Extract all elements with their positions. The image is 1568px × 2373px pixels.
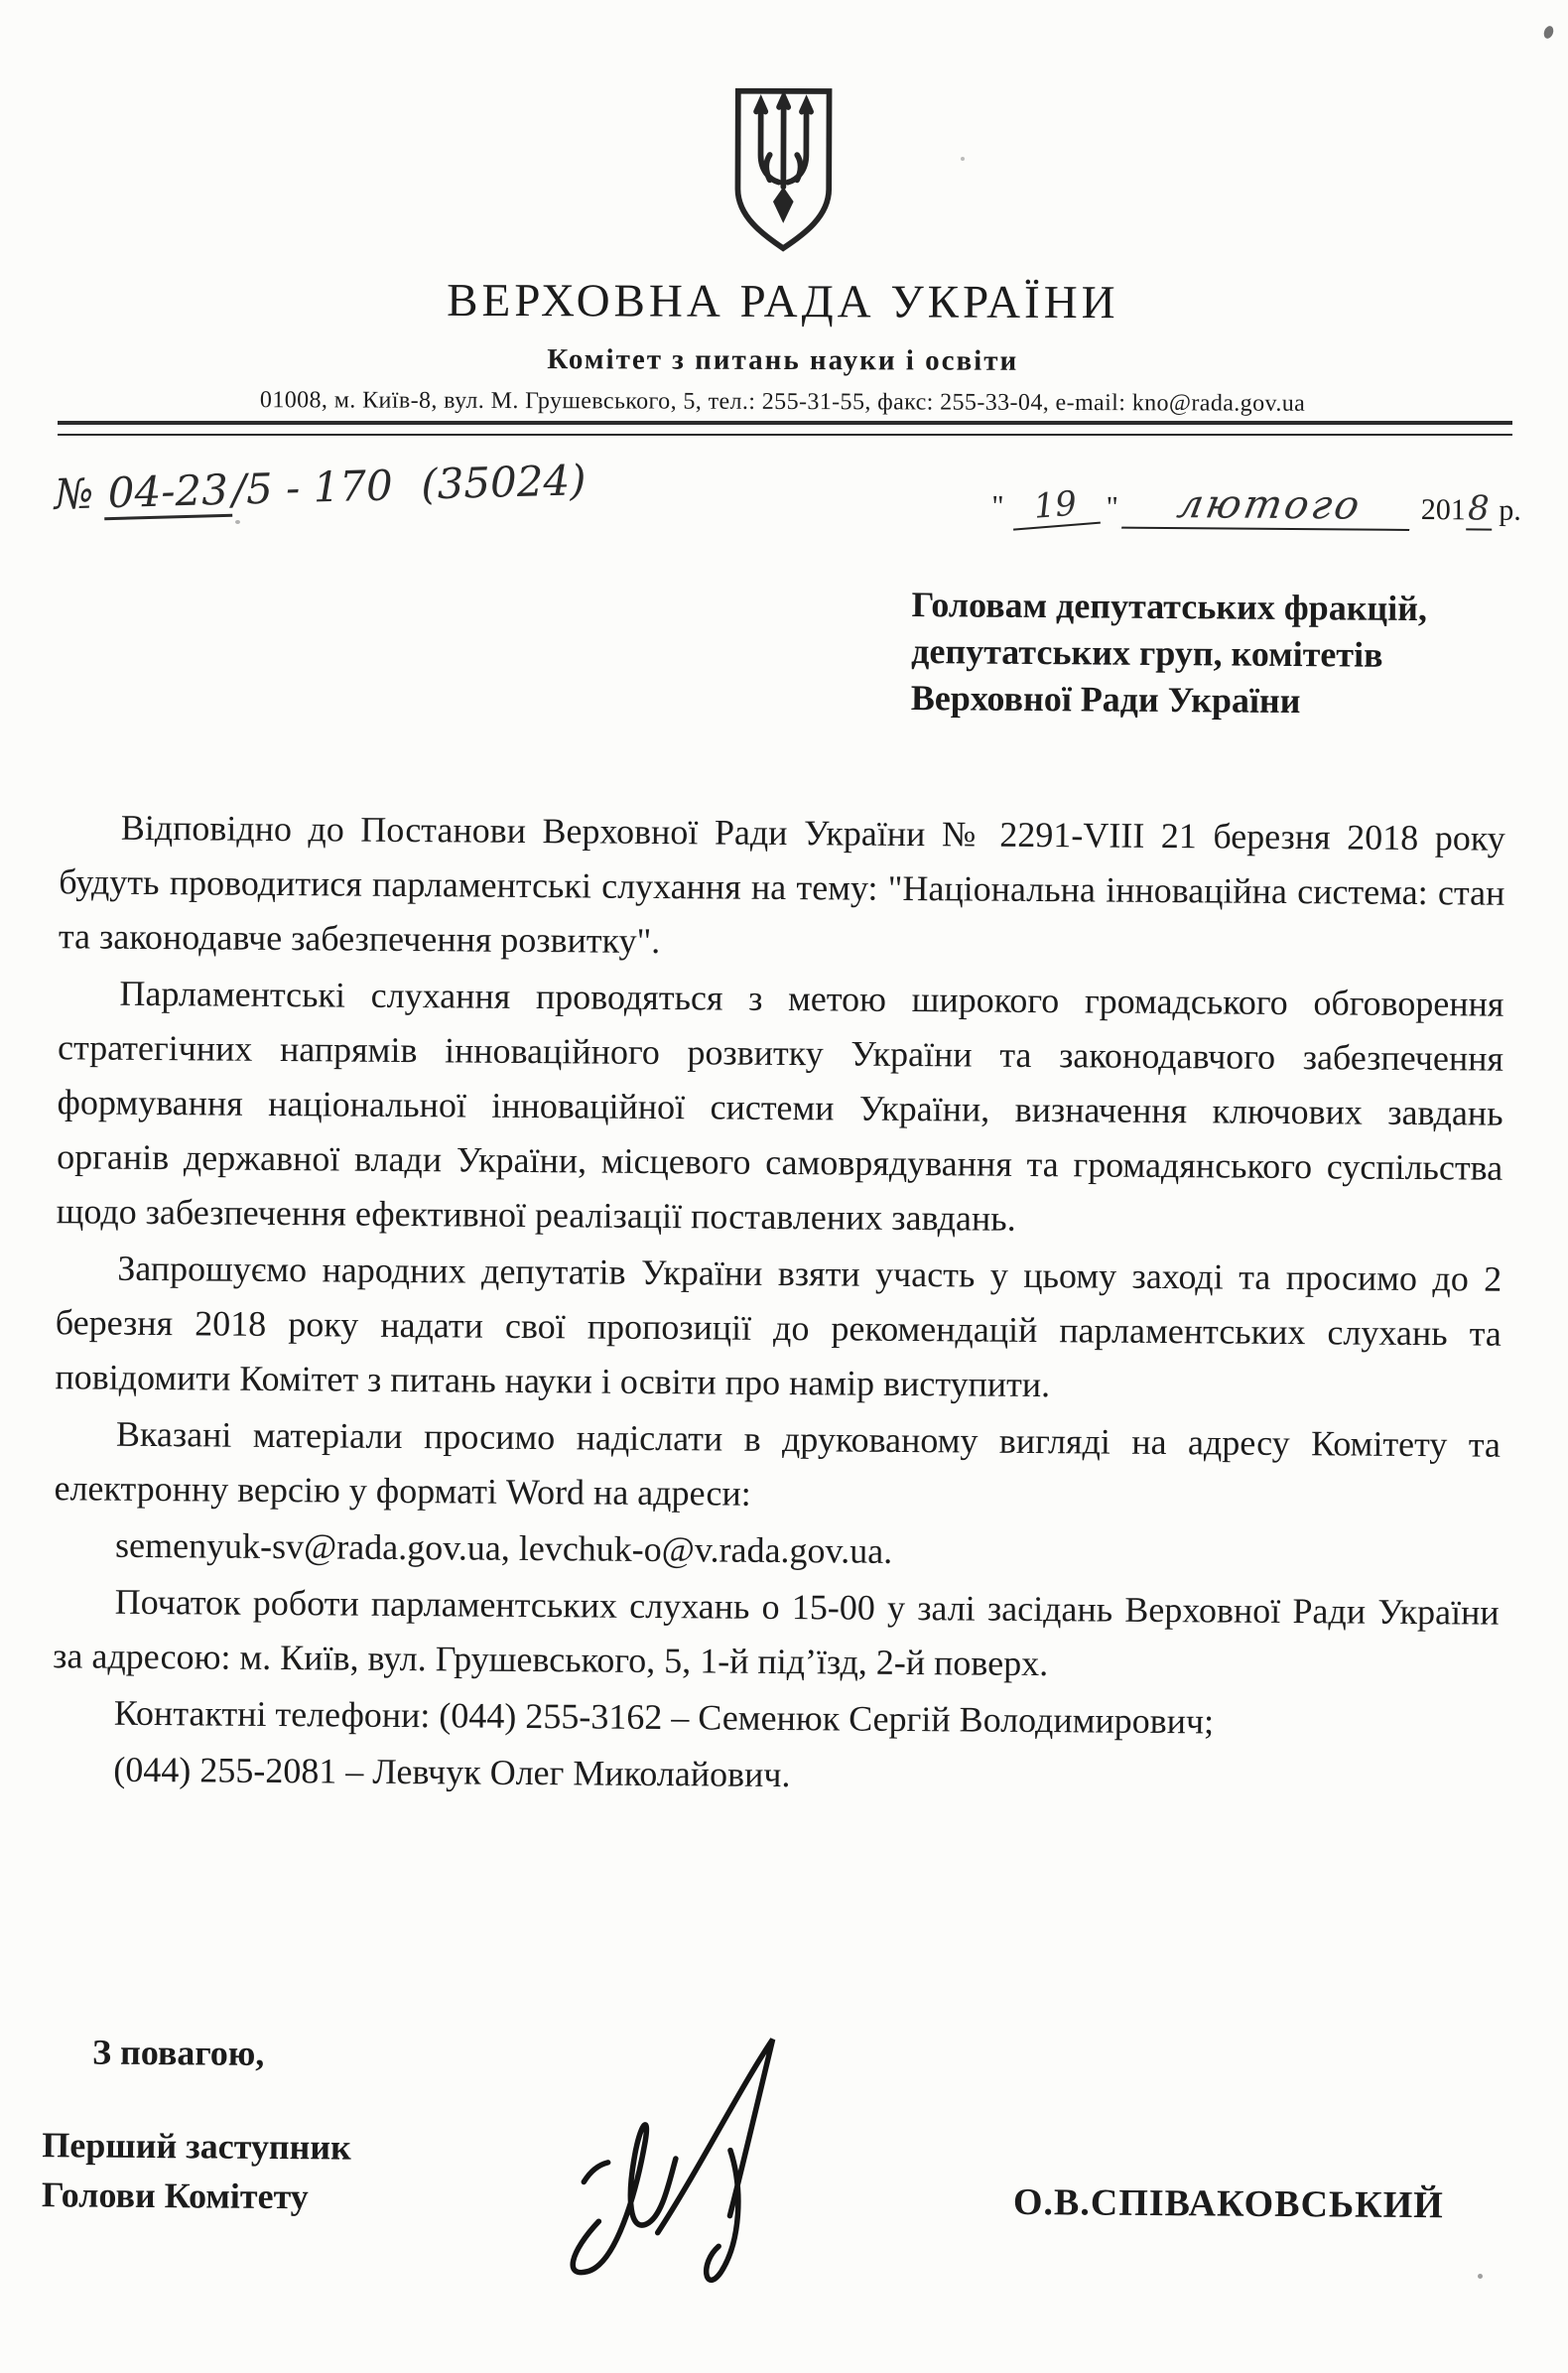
- date-year-printed: 201: [1420, 493, 1466, 527]
- contact-phones-line: Контактні телефони: (044) 255-3162 – Семенюк Сергій Володимирович;: [113, 1692, 1215, 1742]
- date-month: лютого: [1121, 481, 1418, 531]
- reference-number-paren: (35024): [420, 456, 588, 509]
- reference-number: [54, 456, 587, 521]
- signer-position-line: Голови Комітету: [41, 2175, 309, 2217]
- close-quote: ": [1106, 490, 1119, 524]
- organization-title: ВЕРХОВНА РАДА УКРАЇНИ: [447, 274, 1119, 330]
- number-symbol: №: [53, 468, 94, 519]
- reference-number-rest: /5 - 170: [231, 461, 394, 514]
- open-quote: ": [991, 489, 1004, 523]
- reference-number-main: 04-23: [103, 465, 232, 520]
- scan-artifact: [1478, 2274, 1483, 2279]
- scan-artifact: [961, 157, 965, 161]
- addressee-block: [911, 582, 1519, 726]
- address-line: 01008, м. Київ-8, вул. М. Грушевського, 5, тел.: 255-31-55, факс: 255-33-04, e-mail: kno@rada.gov.ua: [259, 387, 1306, 417]
- date-year-suffix: р.: [1499, 493, 1521, 527]
- salutation: З повагою,: [91, 2032, 265, 2073]
- contact-phones-line: (044) 255-2081 – Левчук Олег Миколайович.: [113, 1749, 791, 1795]
- signer-position: [42, 2120, 351, 2221]
- handwritten-signature: [526, 2018, 855, 2309]
- paragraph: Вказані матеріали просимо надіслати в друкованому вигляді на адресу Комітету та електронну версію у форматі Word на адреси:: [54, 1413, 1502, 1514]
- committee-subtitle: Комітет з питань науки і освіти: [547, 343, 1019, 377]
- addressee-line: Верховної Ради України: [910, 678, 1301, 722]
- scan-artifact: [235, 520, 240, 524]
- paragraph: Відповідно до Постанови Верховної Ради України № 2291-VIII 21 березня 2018 року будуть проводитися парламентські слухання на тему: "Національна інноваційна система: стан та законодавче забезпечення розвитку".: [58, 807, 1505, 962]
- date-day: 19: [1010, 482, 1101, 531]
- email-addresses: semenyuk-sv@rada.gov.ua, levchuk-o@v.rada.gov.ua.: [114, 1524, 893, 1571]
- paragraph: Парламентські слухання проводяться з метою широкого громадського обговорення стратегічних напрямів інноваційного розвитку України та законодавчого забезпечення формування національної інноваційної системи України, визначення ключових завдань органів державної влади України, місцевого самоврядування та громадянського суспільства щодо забезпечення ефективної реалізації поставлених завдань.: [56, 973, 1504, 1239]
- signer-name: О.В.СПІВАКОВСЬКИЙ: [1012, 2180, 1444, 2227]
- letter-body: [52, 800, 1505, 1807]
- paragraph: Запрошуємо народних депутатів України взяти участь у цьому заході та просимо до 2 березня 2018 року надати свої пропозиції до рекомендацій парламентських слухань та повідомити Комітет з питань науки і освіти про намір виступити.: [55, 1248, 1503, 1405]
- addressee-line: Головам депутатських фракцій,: [911, 585, 1428, 629]
- paragraph: Початок роботи парламентських слухань о 15-00 у залі засідань Верховної Ради України за адресою: м. Київ, вул. Грушевського, 5, 1-й під’їзд, 2-й поверх.: [53, 1581, 1500, 1684]
- date-line: [991, 480, 1521, 532]
- signer-position-line: Перший заступник: [42, 2125, 352, 2168]
- date-year-digit: 8: [1466, 488, 1492, 530]
- addressee-line: депутатських груп, комітетів: [911, 631, 1383, 675]
